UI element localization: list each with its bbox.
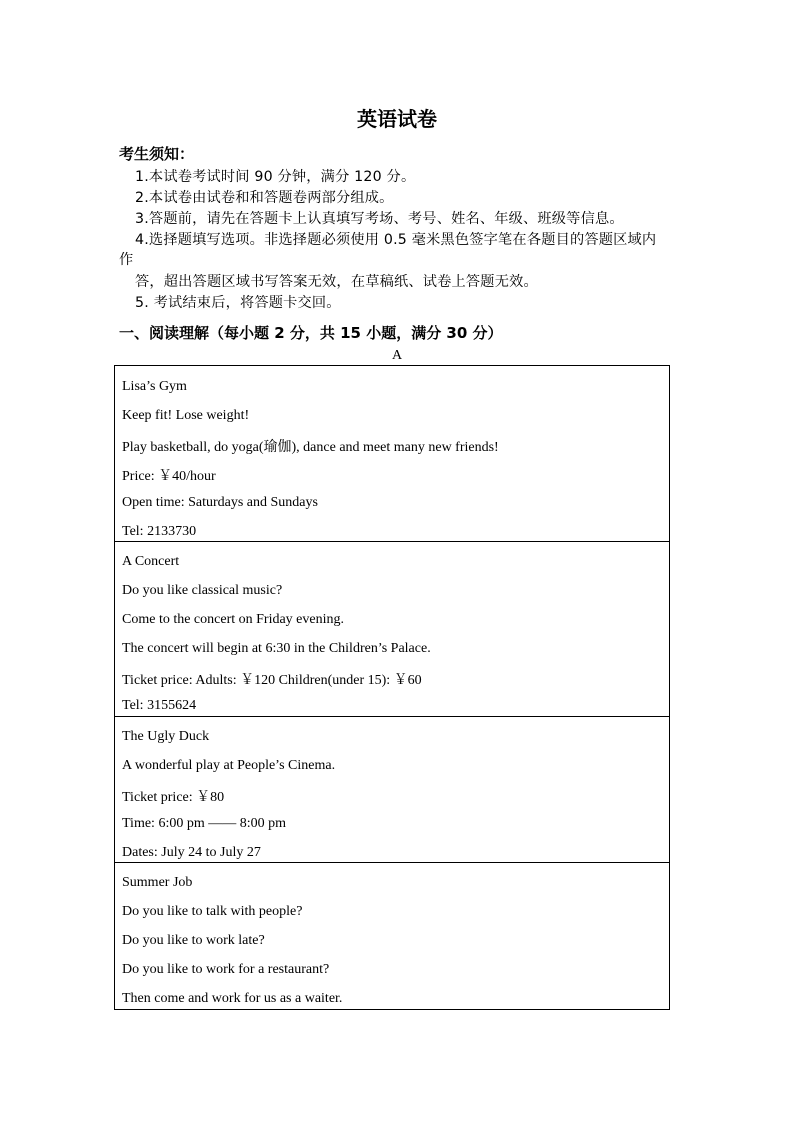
ad-line: A wonderful play at People’s Cinema. (122, 758, 336, 773)
ad-line: Tel: 3155624 (122, 698, 197, 713)
exam-title: 英语试卷 (357, 107, 437, 131)
ads-table (114, 365, 670, 1010)
section-heading: 一、阅读理解（每小题 2 分，共 15 小题，满分 30 分） (119, 324, 503, 342)
ad-cell-ugly-duck (115, 717, 669, 863)
ad-cell-concert (115, 542, 669, 717)
ad-line: Summer Job (122, 875, 193, 890)
notice-item: 作 (119, 252, 134, 268)
notice-item: 答，超出答题区域书写答案无效，在草稿纸、试卷上答题无效。 (135, 274, 538, 290)
ad-line: Price: ￥40/hour (122, 469, 216, 484)
ad-line: Ticket price: Adults: ￥120 Children(under 15): ￥60 (122, 673, 422, 688)
ad-line: Do you like classical music? (122, 583, 283, 598)
notice-item: 1.本试卷考试时间 90 分钟，满分 120 分。 (135, 169, 416, 185)
ad-line: Open time: Saturdays and Sundays (122, 495, 318, 510)
notice-heading: 考生须知： (119, 145, 195, 163)
ad-line: Lisa’s Gym (122, 379, 187, 394)
ad-line: The concert will begin at 6:30 in the Children’s Palace. (122, 641, 431, 656)
ad-line: Tel: 2133730 (122, 524, 197, 539)
ad-line: Then come and work for us as a waiter. (122, 991, 343, 1006)
notice-item: 5. 考试结束后，将答题卡交回。 (135, 295, 341, 311)
ad-line: Come to the concert on Friday evening. (122, 612, 344, 627)
ad-line: Dates: July 24 to July 27 (122, 845, 261, 860)
ad-line: The Ugly Duck (122, 729, 210, 744)
ad-line: Play basketball, do yoga(瑜伽), dance and meet many new friends! (122, 440, 499, 455)
ad-line: Do you like to work for a restaurant? (122, 962, 330, 977)
ad-line: Do you like to work late? (122, 933, 265, 948)
passage-label: A (391, 348, 403, 363)
notice-item: 3.答题前，请先在答题卡上认真填写考场、考号、姓名、年级、班级等信息。 (135, 211, 624, 227)
notice-item: 4.选择题填写选项。非选择题必须使用 0.5 毫米黑色签字笔在各题目的答题区域内 (135, 232, 657, 248)
ad-line: Ticket price: ￥80 (122, 790, 225, 805)
ad-line: Time: 6:00 pm —— 8:00 pm (122, 816, 287, 831)
ad-line: Do you like to talk with people? (122, 904, 303, 919)
ad-cell-gym (115, 366, 669, 542)
notice-item: 2.本试卷由试卷和和答题卷两部分组成。 (135, 190, 394, 206)
ad-line: Keep fit! Lose weight! (122, 408, 250, 423)
ad-cell-summer-job (115, 863, 669, 1009)
ad-line: A Concert (122, 554, 180, 569)
